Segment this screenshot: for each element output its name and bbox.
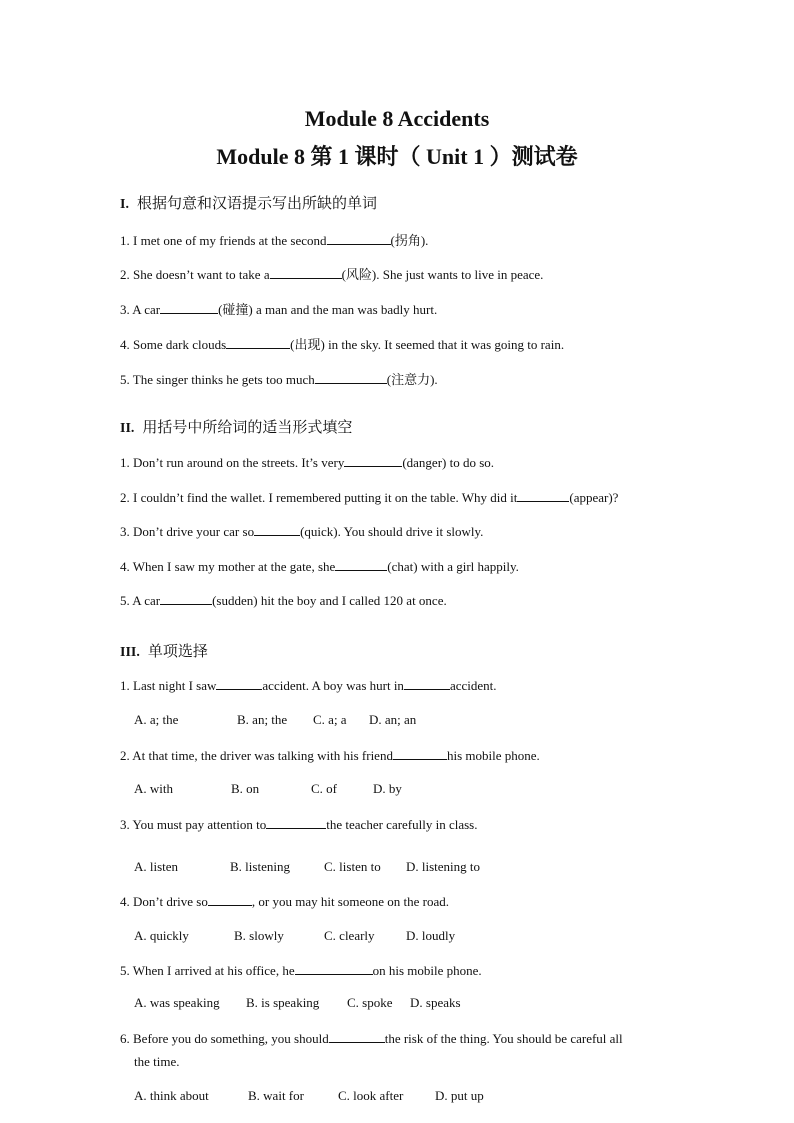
answer-blank[interactable] bbox=[216, 677, 262, 690]
option-b[interactable]: B. an; the bbox=[237, 712, 288, 727]
option-d[interactable]: D. put up bbox=[435, 1088, 484, 1103]
option-c[interactable]: C. a; a bbox=[313, 712, 347, 727]
answer-blank[interactable] bbox=[226, 336, 290, 349]
option-a[interactable]: A. listen bbox=[134, 859, 179, 874]
question-line: 2. I couldn’t find the wallet. I remembered putting it on the table. Why did it (appear)? bbox=[120, 490, 619, 505]
question-line: 3. A car (碰撞) a man and the man was badly hurt. bbox=[120, 302, 438, 317]
answer-blank[interactable] bbox=[327, 232, 391, 245]
option-a[interactable]: A. quickly bbox=[134, 928, 189, 943]
page-title: Module 8 Accidents bbox=[304, 106, 490, 131]
section-number: I. bbox=[120, 197, 129, 212]
option-a[interactable]: A. think about bbox=[134, 1088, 209, 1103]
question-line: 4. Some dark clouds (出现) in the sky. It seemed that it was going to rain. bbox=[120, 337, 565, 352]
answer-blank[interactable] bbox=[270, 266, 342, 279]
option-b[interactable]: B. wait for bbox=[248, 1088, 304, 1103]
question-line: 1. I met one of my friends at the second (拐角). bbox=[120, 233, 429, 248]
answer-blank[interactable] bbox=[160, 592, 212, 605]
question-line-cont: the time. bbox=[134, 1054, 180, 1069]
option-c[interactable]: C. look after bbox=[338, 1088, 404, 1103]
answer-blank[interactable] bbox=[208, 893, 252, 906]
answer-blank[interactable] bbox=[335, 558, 387, 571]
question-line: 2. She doesn’t want to take a (风险). She just wants to live in peace. bbox=[120, 267, 544, 282]
page-subtitle: Module 8 第 1 课时（ Unit 1 ）测试卷 bbox=[216, 144, 578, 169]
question-line: 1. Last night I saw accident. A boy was hurt in accident. bbox=[120, 678, 497, 693]
section-number: II. bbox=[120, 421, 135, 436]
option-d[interactable]: D. speaks bbox=[410, 995, 461, 1010]
option-c[interactable]: C. of bbox=[311, 781, 337, 796]
option-c[interactable]: C. spoke bbox=[347, 995, 393, 1010]
answer-blank[interactable] bbox=[254, 523, 300, 536]
option-a[interactable]: A. with bbox=[134, 781, 173, 796]
option-b[interactable]: B. listening bbox=[230, 859, 290, 874]
answer-blank[interactable] bbox=[295, 962, 373, 975]
option-c[interactable]: C. clearly bbox=[324, 928, 375, 943]
option-a[interactable]: A. a; the bbox=[134, 712, 179, 727]
question-line: 3. Don’t drive your car so (quick). You should drive it slowly. bbox=[120, 524, 484, 539]
option-a[interactable]: A. was speaking bbox=[134, 995, 220, 1010]
question-line: 5. When I arrived at his office, he on his mobile phone. bbox=[120, 963, 482, 978]
option-b[interactable]: B. on bbox=[231, 781, 260, 796]
option-d[interactable]: D. an; an bbox=[369, 712, 417, 727]
section-number: III. bbox=[120, 645, 140, 660]
option-d[interactable]: D. listening to bbox=[406, 859, 481, 874]
option-b[interactable]: B. slowly bbox=[234, 928, 284, 943]
section-heading-1 bbox=[120, 192, 377, 213]
section-label: 单项选择 bbox=[147, 642, 208, 660]
question-line: 4. When I saw my mother at the gate, she (chat) with a girl happily. bbox=[120, 559, 519, 574]
question-line: 6. Before you do something, you should the risk of the thing. You should be careful all bbox=[120, 1031, 623, 1046]
answer-blank[interactable] bbox=[315, 371, 387, 384]
section-heading-2 bbox=[120, 416, 352, 437]
answer-blank[interactable] bbox=[344, 454, 402, 467]
question-line: 5. The singer thinks he gets too much (注意力). bbox=[120, 372, 438, 387]
section-label: 根据句意和汉语提示写出所缺的单词 bbox=[136, 194, 377, 212]
question-line: 5. A car (sudden) hit the boy and I called 120 at once. bbox=[120, 593, 447, 608]
question-line: 4. Don’t drive so , or you may hit someone on the road. bbox=[120, 894, 450, 909]
answer-blank[interactable] bbox=[160, 301, 218, 314]
answer-blank[interactable] bbox=[266, 816, 326, 829]
question-line: 3. You must pay attention to the teacher carefully in class. bbox=[120, 817, 478, 832]
section-label: 用括号中所给词的适当形式填空 bbox=[142, 418, 353, 436]
question-line: 2. At that time, the driver was talking with his friend his mobile phone. bbox=[120, 748, 540, 763]
question-line: 1. Don’t run around on the streets. It’s very (danger) to do so. bbox=[120, 455, 495, 470]
answer-blank[interactable] bbox=[393, 747, 447, 760]
option-b[interactable]: B. is speaking bbox=[246, 995, 320, 1010]
option-d[interactable]: D. by bbox=[373, 781, 402, 796]
option-d[interactable]: D. loudly bbox=[406, 928, 456, 943]
section-heading-3 bbox=[120, 640, 208, 661]
answer-blank[interactable] bbox=[404, 677, 450, 690]
option-c[interactable]: C. listen to bbox=[324, 859, 381, 874]
answer-blank[interactable] bbox=[517, 489, 569, 502]
answer-blank[interactable] bbox=[329, 1030, 385, 1043]
